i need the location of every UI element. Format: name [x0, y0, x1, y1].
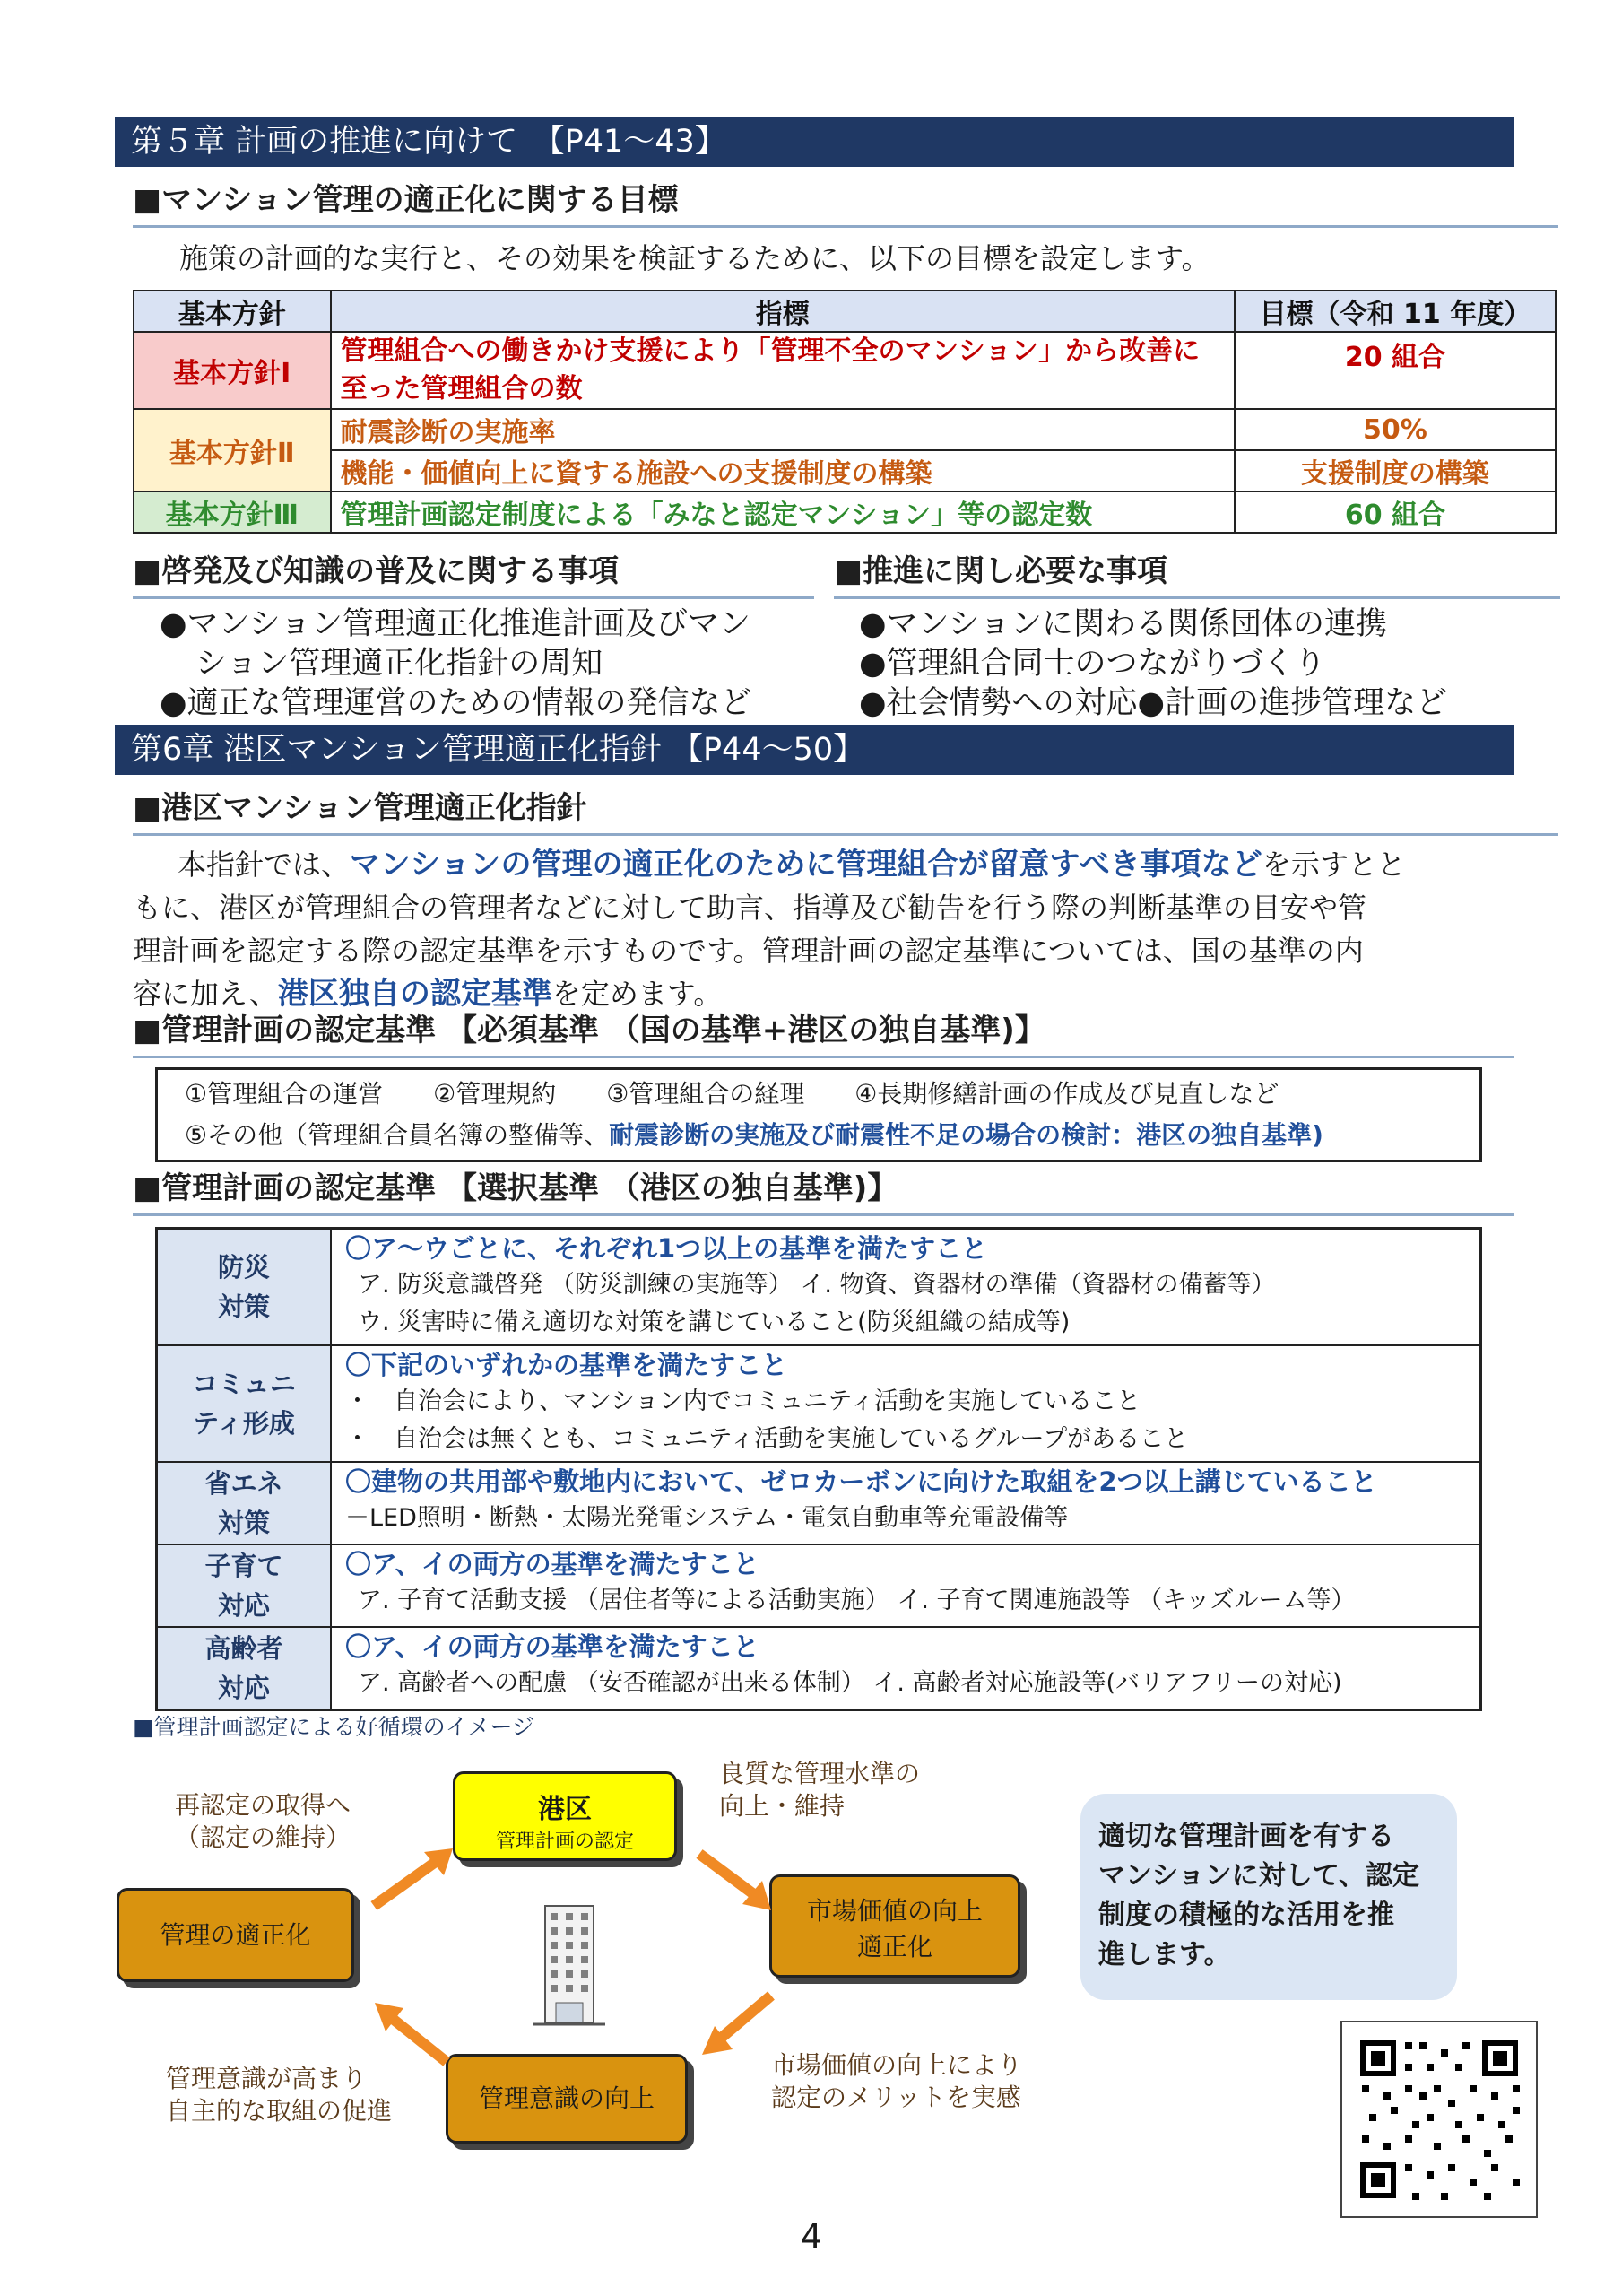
goals-table	[133, 290, 1557, 534]
guideline-text: を定めます。	[551, 977, 723, 1011]
criteria-community: 〇下記のいずれかの基準を満たすこと ・ 自治会により、マンション内でコミュニティ活動を実施していること ・ 自治会は無くとも、コミュニティ活動を実施しているグループがあること	[331, 1345, 1481, 1462]
category-disaster: 防災 対策	[157, 1229, 332, 1345]
table-row	[157, 1229, 1481, 1345]
goals-heading: ■マンション管理の適正化に関する目標	[133, 178, 1558, 228]
enlightenment-list	[160, 604, 752, 723]
node-awareness: 管理意識の向上	[446, 2054, 688, 2144]
list-item: ●マンションに関わる関係団体の連携	[859, 606, 1387, 642]
indicator-1: 管理組合への働きかけ支援により「管理不全のマンション」から改善に至った管理組合の数	[331, 332, 1235, 409]
criteria-energy: 〇建物の共用部や敷地内において、ゼロカーボンに向けた取組を2つ以上講じていること －LED照明・断熱・太陽光発電システム・電気自動車等充電設備等	[331, 1462, 1481, 1544]
promotion-heading: ■推進に関し必要な事項	[834, 549, 1560, 599]
required-heading: ■管理計画の認定基準 【必須基準 （国の基準+港区の独自基準)】	[133, 1008, 1514, 1058]
chapter5-bar	[115, 117, 1514, 167]
category-elderly: 高齢者 対応	[157, 1627, 332, 1710]
guideline-highlight: マンションの管理の適正化のために管理組合が留意すべき事項など	[350, 847, 1262, 883]
table-row	[157, 1627, 1481, 1710]
category-community: コミュニ ティ形成	[157, 1345, 332, 1462]
arrow-up-right-icon	[363, 1843, 462, 1919]
node-proper-management: 管理の適正化	[117, 1888, 354, 1982]
promotion-note: 適切な管理計画を有する マンションに対して、認定 制度の積極的な活用を推 進します。	[1080, 1794, 1457, 2000]
category-childcare: 子育て 対応	[157, 1544, 332, 1627]
qr-code[interactable]	[1340, 2021, 1538, 2218]
table-row	[157, 1345, 1481, 1462]
label-merit: 市場価値の向上により 認定のメリットを実感	[771, 2050, 1023, 2112]
label-voluntary: 管理意識が高まり 自主的な取組の促進	[166, 2064, 393, 2126]
guideline-text: 本指針では、	[178, 848, 351, 882]
goals-header-indicator: 指標	[331, 291, 1235, 332]
arrow-up-left-icon	[368, 1996, 457, 2072]
page-number: 4	[800, 2217, 823, 2257]
goals-header-target: 目標（令和 11 年度）	[1235, 291, 1556, 332]
goals-header-policy: 基本方針	[134, 291, 331, 332]
criteria-elderly: 〇ア、イの両方の基準を満たすこと ア. 高齢者への配慮 （安否確認が出来る体制） イ. 高齢者対応施設等(バリアフリーの対応)	[331, 1627, 1481, 1710]
policy-2: 基本方針Ⅱ	[134, 409, 331, 491]
list-item: ●社会情勢への対応●計画の進捗管理など	[859, 685, 1448, 721]
indicator-2b: 機能・価値向上に資する施設への支援制度の構築	[331, 450, 1235, 491]
qr-code-icon	[1342, 2022, 1536, 2216]
goals-intro: 施策の計画的な実行と、その効果を検証するために、以下の目標を設定します。	[179, 241, 1210, 275]
criteria-disaster: 〇ア～ウごとに、それぞれ1つ以上の基準を満たすこと ア. 防災意識啓発 （防災訓練の実施等） イ. 物資、資器材の準備（資器材の備蓄等） ウ. 災害時に備え適切な対策を講じていること(防災組織の結成等)	[331, 1229, 1481, 1345]
label-recertification: 再認定の取得へ （認定の維持）	[175, 1790, 351, 1852]
chapter6-bar	[115, 725, 1514, 775]
guideline-text: を示すとと	[1262, 848, 1406, 882]
list-item: ●管理組合同士のつながりづくり	[859, 646, 1326, 682]
guideline-text: もに、港区が管理組合の管理者などに対して助言、指導及び勧告を行う際の判断基準の目安や管	[133, 891, 1367, 925]
guideline-text: 容に加え、	[133, 977, 278, 1011]
node-minato	[453, 1771, 677, 1861]
policy-1: 基本方針Ⅰ	[134, 332, 331, 409]
cycle-caption: ■管理計画認定による好循環のイメージ	[133, 1714, 534, 1740]
indicator-3: 管理計画認定制度による「みなと認定マンション」等の認定数	[331, 491, 1235, 533]
list-item: ●マンション管理適正化推進計画及びマン	[160, 606, 750, 642]
guideline-highlight: 港区独自の認定基準	[277, 976, 552, 1012]
node-market-value: 市場価値の向上 適正化	[769, 1874, 1020, 1978]
list-item: ション管理適正化指針の周知	[195, 646, 603, 682]
table-row	[157, 1462, 1481, 1544]
arrow-down-right-icon	[690, 1843, 780, 1919]
required-line2: ⑤その他（管理組合員名簿の整備等、	[185, 1120, 610, 1150]
enlightenment-heading: ■啓発及び知識の普及に関する事項	[133, 549, 814, 599]
target-3: 60 組合	[1235, 491, 1556, 533]
building-icon	[529, 1897, 610, 2036]
promotion-list	[859, 604, 1447, 723]
list-item: ●適正な管理運営のための情報の発信など	[160, 685, 752, 721]
table-row	[157, 1544, 1481, 1627]
label-quality-management: 良質な管理水準の 向上・維持	[719, 1759, 921, 1821]
selective-table	[155, 1227, 1482, 1711]
guideline-text: 理計画を認定する際の認定基準を示すものです。管理計画の認定基準については、国の基準の内	[133, 934, 1364, 968]
required-box	[155, 1067, 1482, 1162]
target-2a: 50%	[1235, 409, 1556, 450]
policy-3: 基本方針Ⅲ	[134, 491, 331, 533]
selective-heading: ■管理計画の認定基準 【選択基準 （港区の独自基準)】	[133, 1166, 1514, 1216]
node-minato-title: 港区	[538, 1794, 592, 1825]
target-1: 20 組合	[1235, 332, 1556, 409]
node-minato-sub: 管理計画の認定	[495, 1831, 634, 1853]
chapter5-title: 第５章 計画の推進に向けて 【P41～43】	[131, 124, 726, 160]
guideline-heading: ■港区マンション管理適正化指針	[133, 786, 1558, 836]
required-line2-highlight: 耐震診断の実施及び耐震性不足の場合の検討：港区の独自基準)	[609, 1120, 1323, 1150]
guideline-paragraph	[133, 843, 1567, 1015]
chapter6-title: 第6章 港区マンション管理適正化指針 【P44～50】	[131, 732, 865, 768]
indicator-2a: 耐震診断の実施率	[331, 409, 1235, 450]
category-energy: 省エネ 対策	[157, 1462, 332, 1544]
target-2b: 支援制度の構築	[1235, 450, 1556, 491]
criteria-childcare: 〇ア、イの両方の基準を満たすこと ア. 子育て活動支援 （居住者等による活動実施） イ. 子育て関連施設等 （キッズルーム等）	[331, 1544, 1481, 1627]
required-line1: ①管理組合の運営 ②管理規約 ③管理組合の経理 ④長期修繕計画の作成及び見直しなど	[185, 1079, 1279, 1109]
